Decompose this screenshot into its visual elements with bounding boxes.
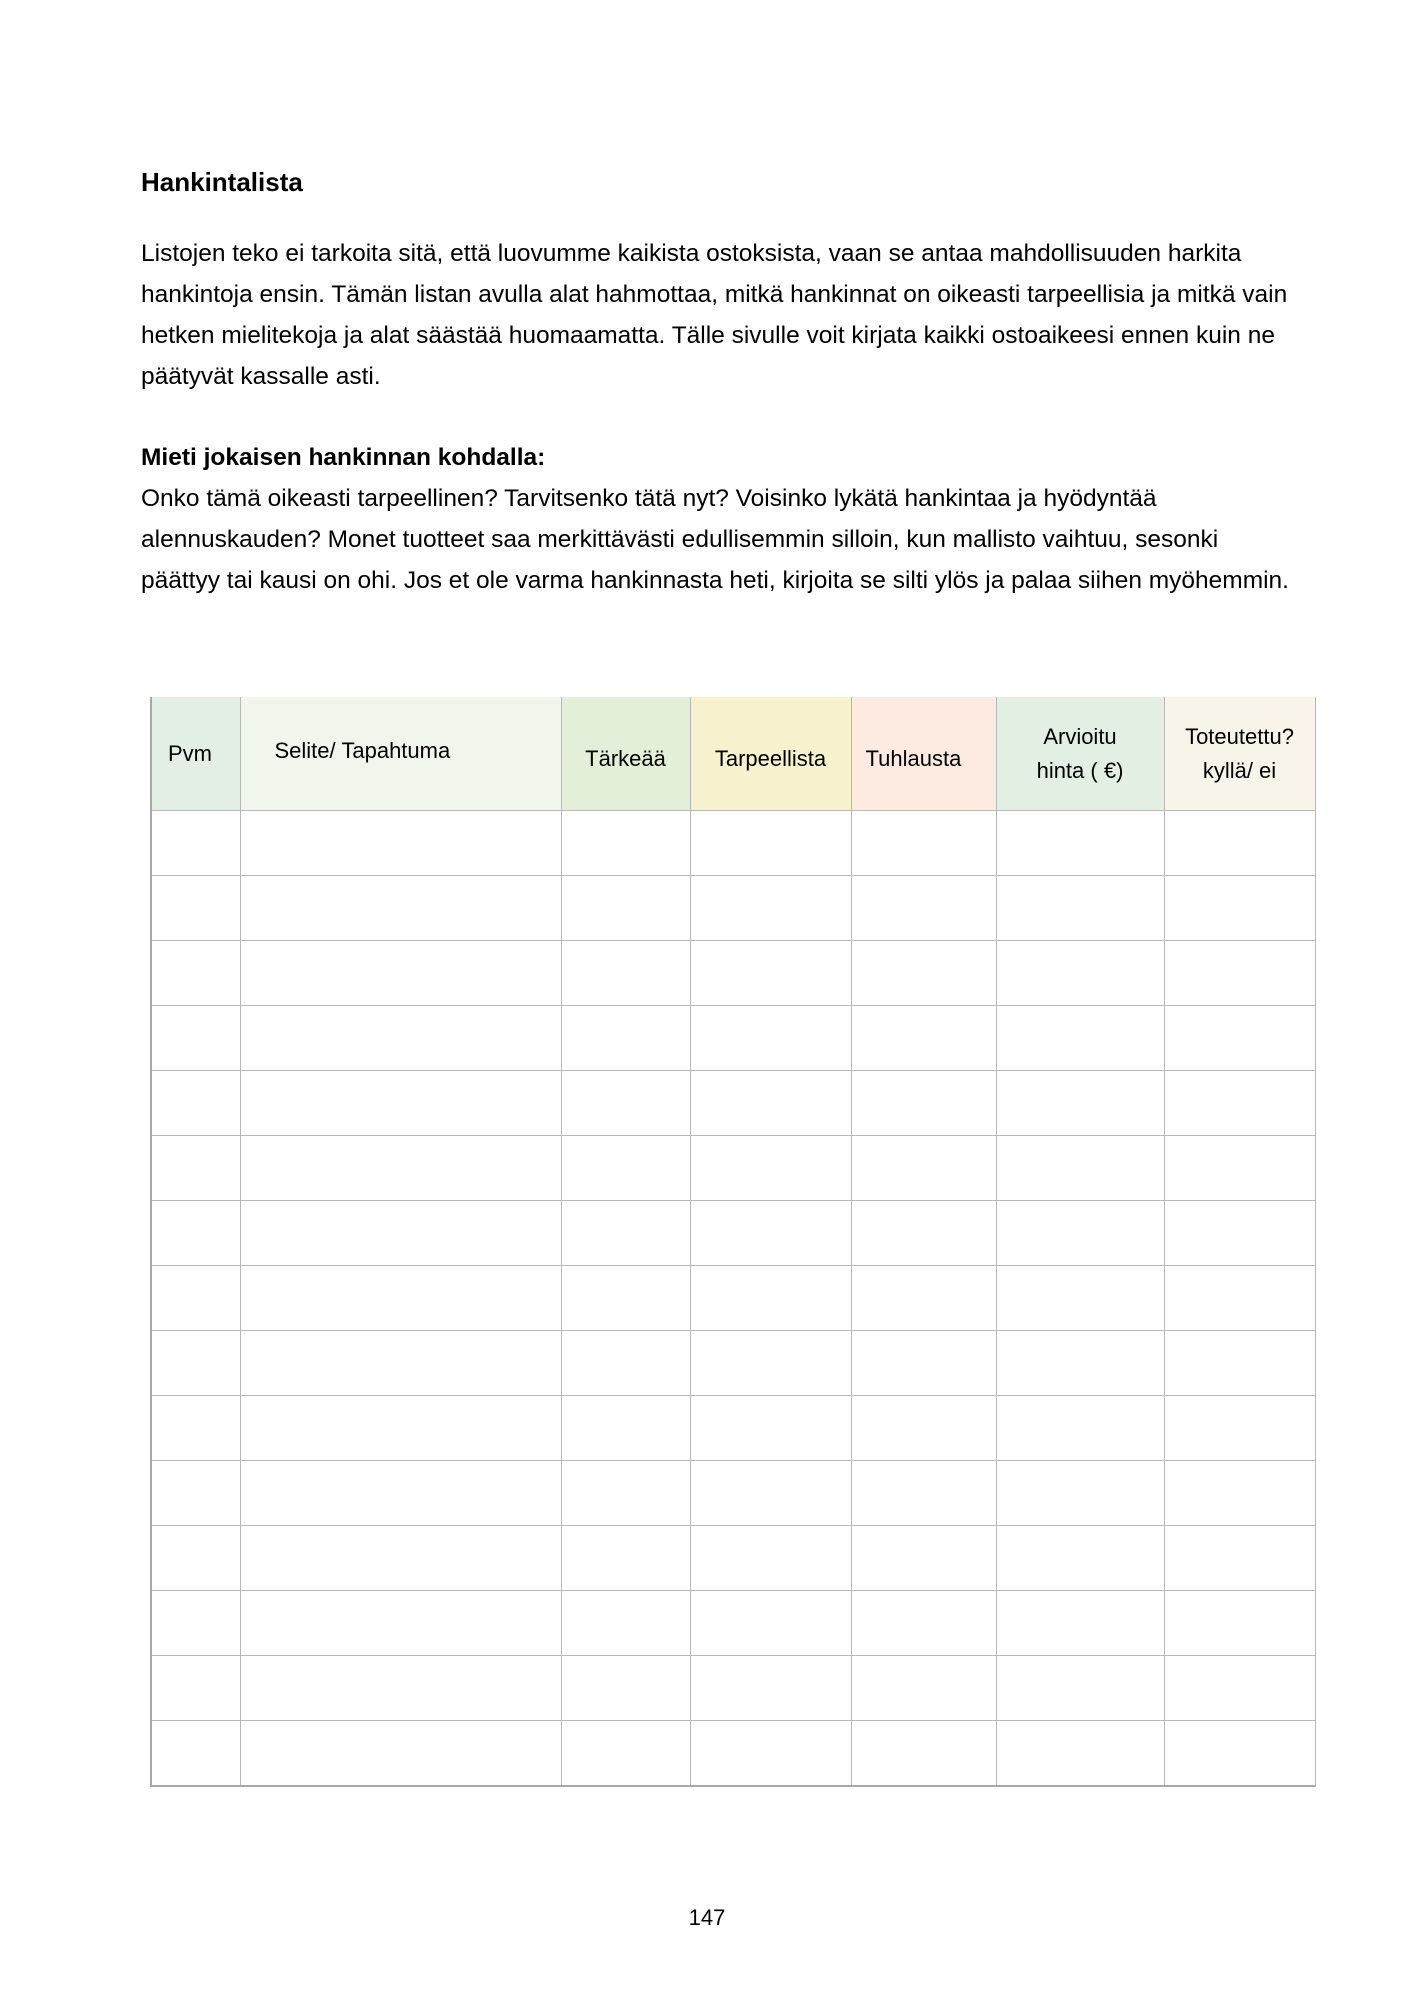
cell-pvm: [151, 876, 240, 941]
cell-selite: [240, 1526, 561, 1591]
consider-paragraph: Onko tämä oikeasti tarpeellinen? Tarvitsenko tätä nyt? Voisinko lykätä hankintaa ja hyödyntää alennuskauden? Monet tuotteet saa merkittävästi edullisemmin silloin, kun mallisto vaihtuu, sesonki päättyy tai kausi on ohi. Jos et ole varma hankinnasta heti, kirjoita se silti ylös ja palaa siihen myöhemmin.: [141, 485, 1289, 594]
table-row: [151, 1136, 1315, 1201]
cell-tarpeellista: [690, 1071, 851, 1136]
cell-toteutettu: [1164, 1201, 1315, 1266]
cell-selite: [240, 1461, 561, 1526]
cell-tarpeellista: [690, 1201, 851, 1266]
cell-arvioitu-hinta: [996, 1071, 1164, 1136]
table-row: [151, 1461, 1315, 1526]
table-row: [151, 1201, 1315, 1266]
cell-tarkea: [561, 1526, 690, 1591]
header-toteutettu: Toteutettu? kyllä/ ei: [1164, 697, 1315, 811]
cell-tarkea: [561, 1656, 690, 1721]
cell-arvioitu-hinta: [996, 876, 1164, 941]
cell-tarpeellista: [690, 1331, 851, 1396]
cell-selite: [240, 1656, 561, 1721]
cell-pvm: [151, 1071, 240, 1136]
cell-tarpeellista: [690, 811, 851, 876]
cell-arvioitu-hinta: [996, 811, 1164, 876]
cell-arvioitu-hinta: [996, 1721, 1164, 1787]
table-row: [151, 1331, 1315, 1396]
cell-toteutettu: [1164, 811, 1315, 876]
cell-toteutettu: [1164, 1656, 1315, 1721]
cell-tarpeellista: [690, 1656, 851, 1721]
cell-pvm: [151, 1331, 240, 1396]
table-row: [151, 811, 1315, 876]
cell-toteutettu: [1164, 1526, 1315, 1591]
cell-selite: [240, 1136, 561, 1201]
purchase-list-table: [150, 697, 1316, 1787]
cell-pvm: [151, 1656, 240, 1721]
cell-arvioitu-hinta: [996, 1331, 1164, 1396]
cell-tarkea: [561, 1461, 690, 1526]
cell-tuhlausta: [851, 1591, 996, 1656]
cell-tuhlausta: [851, 1006, 996, 1071]
header-tuhlausta: Tuhlausta: [851, 697, 996, 811]
table-row: [151, 1591, 1315, 1656]
cell-tarkea: [561, 811, 690, 876]
cell-tarpeellista: [690, 1136, 851, 1201]
cell-tuhlausta: [851, 1721, 996, 1787]
table-row: [151, 1071, 1315, 1136]
table-row: [151, 1006, 1315, 1071]
header-selite: Selite/ Tapahtuma: [240, 697, 561, 811]
cell-toteutettu: [1164, 1331, 1315, 1396]
cell-tarpeellista: [690, 941, 851, 1006]
cell-toteutettu: [1164, 1266, 1315, 1331]
cell-tarpeellista: [690, 1526, 851, 1591]
cell-tarpeellista: [690, 1721, 851, 1787]
cell-selite: [240, 876, 561, 941]
cell-pvm: [151, 811, 240, 876]
cell-pvm: [151, 1721, 240, 1787]
intro-paragraph: Listojen teko ei tarkoita sitä, että luovumme kaikista ostoksista, vaan se antaa mahdollisuuden harkita hankintoja ensin. Tämän listan avulla alat hahmottaa, mitkä hankinnat on oikeasti tarpeellisia ja mitkä vain hetken mielitekoja ja alat säästää huomaamatta. Tälle sivulle voit kirjata kaikki ostoaikeesi ennen kuin ne päätyvät kassalle asti.: [141, 240, 1288, 390]
table-row: [151, 1266, 1315, 1331]
cell-pvm: [151, 1526, 240, 1591]
table-row: [151, 1721, 1315, 1787]
table-row: [151, 941, 1315, 1006]
cell-tarkea: [561, 1396, 690, 1461]
cell-selite: [240, 1071, 561, 1136]
cell-arvioitu-hinta: [996, 1656, 1164, 1721]
cell-tuhlausta: [851, 1526, 996, 1591]
page-number: 147: [688, 1905, 726, 1930]
cell-arvioitu-hinta: [996, 1266, 1164, 1331]
cell-tuhlausta: [851, 1136, 996, 1201]
cell-pvm: [151, 941, 240, 1006]
cell-toteutettu: [1164, 1071, 1315, 1136]
cell-selite: [240, 1266, 561, 1331]
cell-selite: [240, 1396, 561, 1461]
cell-tarpeellista: [690, 1591, 851, 1656]
cell-toteutettu: [1164, 876, 1315, 941]
cell-arvioitu-hinta: [996, 1591, 1164, 1656]
cell-tuhlausta: [851, 1331, 996, 1396]
table-row: [151, 1526, 1315, 1591]
cell-arvioitu-hinta: [996, 1526, 1164, 1591]
cell-tarpeellista: [690, 1266, 851, 1331]
cell-tarkea: [561, 1266, 690, 1331]
cell-tarkea: [561, 941, 690, 1006]
header-pvm: Pvm: [151, 697, 240, 811]
header-tarkea: Tärkeää: [561, 697, 690, 811]
cell-toteutettu: [1164, 1591, 1315, 1656]
cell-toteutettu: [1164, 1136, 1315, 1201]
cell-pvm: [151, 1396, 240, 1461]
cell-arvioitu-hinta: [996, 941, 1164, 1006]
cell-tuhlausta: [851, 811, 996, 876]
cell-selite: [240, 1721, 561, 1787]
cell-toteutettu: [1164, 1396, 1315, 1461]
cell-tarpeellista: [690, 1396, 851, 1461]
cell-selite: [240, 941, 561, 1006]
cell-selite: [240, 1201, 561, 1266]
table-row: [151, 1396, 1315, 1461]
cell-tarkea: [561, 1071, 690, 1136]
cell-arvioitu-hinta: [996, 1396, 1164, 1461]
table-row: [151, 1656, 1315, 1721]
cell-pvm: [151, 1591, 240, 1656]
cell-tarkea: [561, 1591, 690, 1656]
cell-pvm: [151, 1201, 240, 1266]
cell-tarkea: [561, 876, 690, 941]
cell-tuhlausta: [851, 1396, 996, 1461]
cell-tarpeellista: [690, 876, 851, 941]
cell-selite: [240, 1006, 561, 1071]
table-header-row: [151, 697, 1315, 811]
cell-tarpeellista: [690, 1461, 851, 1526]
cell-tuhlausta: [851, 1461, 996, 1526]
cell-toteutettu: [1164, 1006, 1315, 1071]
cell-toteutettu: [1164, 1461, 1315, 1526]
cell-pvm: [151, 1136, 240, 1201]
cell-toteutettu: [1164, 941, 1315, 1006]
cell-selite: [240, 811, 561, 876]
table-body: [151, 811, 1315, 1787]
cell-tarpeellista: [690, 1006, 851, 1071]
cell-selite: [240, 1591, 561, 1656]
cell-selite: [240, 1331, 561, 1396]
cell-tarkea: [561, 1201, 690, 1266]
header-tarpeellista: Tarpeellista: [690, 697, 851, 811]
cell-tuhlausta: [851, 941, 996, 1006]
cell-tarkea: [561, 1721, 690, 1787]
cell-arvioitu-hinta: [996, 1461, 1164, 1526]
cell-tuhlausta: [851, 1266, 996, 1331]
cell-tuhlausta: [851, 876, 996, 941]
cell-arvioitu-hinta: [996, 1006, 1164, 1071]
table-row: [151, 876, 1315, 941]
cell-pvm: [151, 1006, 240, 1071]
header-arvioitu-hinta: Arvioitu hinta ( €): [996, 697, 1164, 811]
cell-tarkea: [561, 1331, 690, 1396]
cell-tuhlausta: [851, 1656, 996, 1721]
cell-arvioitu-hinta: [996, 1201, 1164, 1266]
cell-arvioitu-hinta: [996, 1136, 1164, 1201]
cell-pvm: [151, 1461, 240, 1526]
cell-pvm: [151, 1266, 240, 1331]
cell-toteutettu: [1164, 1721, 1315, 1787]
page-title: Hankintalista: [141, 167, 303, 197]
cell-tuhlausta: [851, 1071, 996, 1136]
consider-heading: Mieti jokaisen hankinnan kohdalla:: [141, 444, 546, 471]
cell-tarkea: [561, 1136, 690, 1201]
cell-tarkea: [561, 1006, 690, 1071]
cell-tuhlausta: [851, 1201, 996, 1266]
